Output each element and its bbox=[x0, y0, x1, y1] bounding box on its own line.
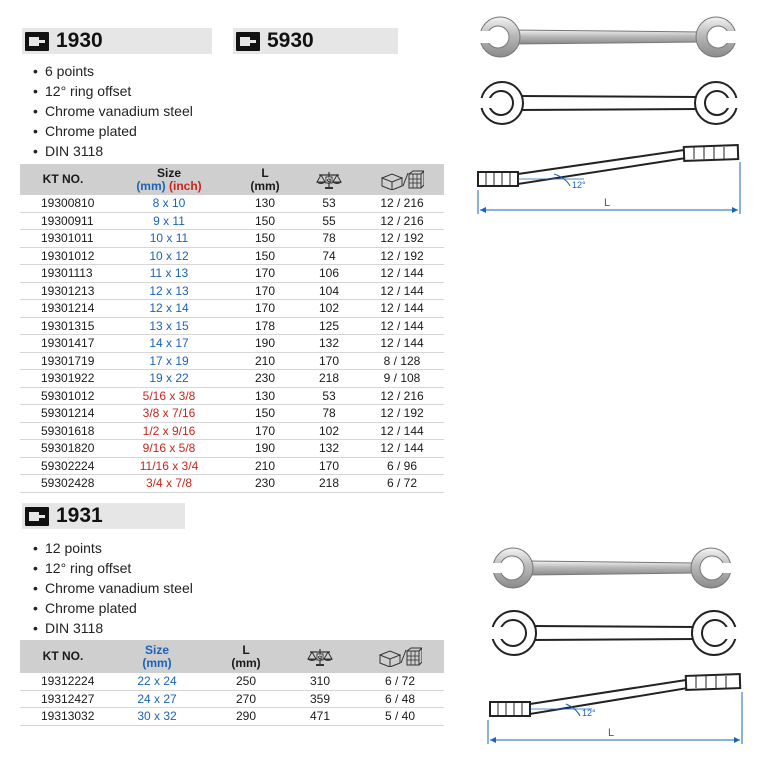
table-row bbox=[20, 230, 444, 248]
spec-table-1931 bbox=[20, 640, 444, 726]
feature-item: • 12° ring offset bbox=[33, 558, 193, 578]
length-label: L bbox=[604, 197, 611, 209]
weight-cell: 74 bbox=[298, 247, 360, 265]
table-row bbox=[20, 457, 444, 475]
weight-cell: 78 bbox=[298, 230, 360, 248]
length-cell: 170 bbox=[232, 300, 298, 318]
size-cell: 10 x 11 bbox=[106, 230, 232, 248]
length-cell: 170 bbox=[232, 265, 298, 283]
wrench-side-view-diagram bbox=[486, 670, 748, 746]
table-row bbox=[20, 300, 444, 318]
table-row bbox=[20, 352, 444, 370]
kt-no-cell: 19301213 bbox=[20, 282, 106, 300]
column-header-length bbox=[232, 164, 298, 195]
weight-cell: 170 bbox=[298, 457, 360, 475]
weight-cell: 132 bbox=[298, 440, 360, 458]
table-row bbox=[20, 422, 444, 440]
table-row bbox=[20, 212, 444, 230]
packaging-cell: 5 / 40 bbox=[356, 708, 444, 726]
feature-item: • 12° ring offset bbox=[33, 81, 193, 101]
feature-item: • Chrome vanadium steel bbox=[33, 101, 193, 121]
size-cell: 1/2 x 9/16 bbox=[106, 422, 232, 440]
angle-label: 12° bbox=[572, 180, 586, 190]
kt-no-cell: 19313032 bbox=[20, 708, 106, 726]
spec-table-body bbox=[20, 673, 444, 725]
weight-cell: 218 bbox=[298, 370, 360, 388]
size-cell: 12 x 14 bbox=[106, 300, 232, 318]
column-header-packaging bbox=[360, 164, 444, 195]
table-row bbox=[20, 690, 444, 708]
length-cell: 130 bbox=[232, 387, 298, 405]
spec-table-1930-5930 bbox=[20, 164, 444, 493]
packaging-cell: 12 / 216 bbox=[360, 387, 444, 405]
kt-no-cell: 19301719 bbox=[20, 352, 106, 370]
size-label: Size bbox=[144, 642, 169, 657]
packaging-cell: 8 / 128 bbox=[360, 352, 444, 370]
table-row bbox=[20, 247, 444, 265]
series-number: 1931 bbox=[56, 504, 103, 527]
feature-list bbox=[33, 61, 193, 161]
svg-text:g: g bbox=[317, 653, 323, 661]
box-packaging-icon bbox=[380, 170, 424, 190]
length-cell: 230 bbox=[232, 370, 298, 388]
size-mm-label: (mm) bbox=[142, 655, 172, 670]
column-header-size bbox=[106, 164, 232, 195]
length-cell: 190 bbox=[232, 440, 298, 458]
size-cell: 11/16 x 3/4 bbox=[106, 457, 232, 475]
column-header-packaging bbox=[356, 640, 444, 673]
table-row bbox=[20, 405, 444, 423]
packaging-cell: 12 / 216 bbox=[360, 212, 444, 230]
table-row bbox=[20, 335, 444, 353]
wrench-side-view-diagram bbox=[474, 142, 746, 216]
length-cell: 130 bbox=[232, 195, 298, 212]
table-row bbox=[20, 282, 444, 300]
size-cell: 24 x 27 bbox=[106, 690, 208, 708]
length-cell: 290 bbox=[208, 708, 284, 726]
feature-item: • Chrome vanadium steel bbox=[33, 578, 193, 598]
flare-nut-wrench-photo bbox=[487, 545, 737, 591]
column-header-kt-no: KT NO. bbox=[20, 164, 106, 195]
packaging-cell: 12 / 144 bbox=[360, 422, 444, 440]
table-row bbox=[20, 265, 444, 283]
column-header-weight bbox=[298, 164, 360, 195]
feature-item: • Chrome plated bbox=[33, 121, 193, 141]
kt-no-cell: 19301012 bbox=[20, 247, 106, 265]
weight-cell: 170 bbox=[298, 352, 360, 370]
packaging-cell: 6 / 96 bbox=[360, 457, 444, 475]
table-row bbox=[20, 475, 444, 493]
packaging-cell: 12 / 144 bbox=[360, 335, 444, 353]
size-cell: 11 x 13 bbox=[106, 265, 232, 283]
size-cell: 30 x 32 bbox=[106, 708, 208, 726]
size-cell: 5/16 x 3/8 bbox=[106, 387, 232, 405]
size-cell: 3/8 x 7/16 bbox=[106, 405, 232, 423]
length-cell: 270 bbox=[208, 690, 284, 708]
open-end-wrench-badge-icon bbox=[236, 32, 260, 51]
size-cell: 8 x 10 bbox=[106, 195, 232, 212]
kt-no-cell: 59301618 bbox=[20, 422, 106, 440]
kt-no-cell: 59302428 bbox=[20, 475, 106, 493]
weight-scale-icon bbox=[316, 170, 342, 190]
packaging-cell: 12 / 144 bbox=[360, 300, 444, 318]
weight-cell: 55 bbox=[298, 212, 360, 230]
weight-cell: 132 bbox=[298, 335, 360, 353]
packaging-cell: 12 / 216 bbox=[360, 195, 444, 212]
size-cell: 17 x 19 bbox=[106, 352, 232, 370]
series-header-1931 bbox=[22, 503, 185, 529]
packaging-cell: 12 / 192 bbox=[360, 247, 444, 265]
length-label: L bbox=[608, 727, 615, 739]
kt-no-cell: 19301113 bbox=[20, 265, 106, 283]
packaging-cell: 6 / 72 bbox=[356, 673, 444, 690]
kt-no-cell: 19301315 bbox=[20, 317, 106, 335]
length-cell: 150 bbox=[232, 247, 298, 265]
length-cell: 178 bbox=[232, 317, 298, 335]
packaging-cell: 12 / 192 bbox=[360, 405, 444, 423]
column-header-kt-no: KT NO. bbox=[20, 640, 106, 673]
table-row bbox=[20, 708, 444, 726]
size-cell: 10 x 12 bbox=[106, 247, 232, 265]
packaging-cell: 6 / 72 bbox=[360, 475, 444, 493]
length-unit: (mm) bbox=[231, 655, 261, 670]
size-cell: 12 x 13 bbox=[106, 282, 232, 300]
feature-item: • DIN 3118 bbox=[33, 618, 193, 638]
series-number: 1930 bbox=[56, 29, 103, 52]
column-header-length bbox=[208, 640, 284, 673]
weight-cell: 78 bbox=[298, 405, 360, 423]
length-label: L bbox=[261, 165, 269, 180]
series-number: 5930 bbox=[267, 29, 314, 52]
kt-no-cell: 19301214 bbox=[20, 300, 106, 318]
kt-no-cell: 19300810 bbox=[20, 195, 106, 212]
length-cell: 150 bbox=[232, 230, 298, 248]
weight-cell: 125 bbox=[298, 317, 360, 335]
packaging-cell: 12 / 144 bbox=[360, 282, 444, 300]
weight-cell: 104 bbox=[298, 282, 360, 300]
weight-cell: 218 bbox=[298, 475, 360, 493]
size-cell: 22 x 24 bbox=[106, 673, 208, 690]
length-cell: 250 bbox=[208, 673, 284, 690]
flare-nut-wrench-photo bbox=[472, 12, 742, 62]
weight-cell: 106 bbox=[298, 265, 360, 283]
size-cell: 3/4 x 7/8 bbox=[106, 475, 232, 493]
weight-scale-icon bbox=[307, 647, 333, 667]
length-cell: 230 bbox=[232, 475, 298, 493]
length-unit: (mm) bbox=[250, 178, 280, 193]
box-packaging-icon bbox=[378, 647, 422, 667]
packaging-cell: 12 / 144 bbox=[360, 317, 444, 335]
packaging-cell: 9 / 108 bbox=[360, 370, 444, 388]
angle-label: 12° bbox=[582, 708, 596, 718]
table-row bbox=[20, 387, 444, 405]
kt-no-cell: 19312427 bbox=[20, 690, 106, 708]
column-header-weight bbox=[284, 640, 356, 673]
kt-no-cell: 59301820 bbox=[20, 440, 106, 458]
size-inch-label: (inch) bbox=[169, 178, 202, 193]
length-cell: 170 bbox=[232, 282, 298, 300]
feature-item: • 6 points bbox=[33, 61, 193, 81]
kt-no-cell: 59301214 bbox=[20, 405, 106, 423]
feature-item: • 12 points bbox=[33, 538, 193, 558]
open-end-wrench-badge-icon bbox=[25, 32, 49, 51]
kt-no-cell: 19301922 bbox=[20, 370, 106, 388]
size-cell: 13 x 15 bbox=[106, 317, 232, 335]
size-cell: 9/16 x 5/8 bbox=[106, 440, 232, 458]
size-cell: 19 x 22 bbox=[106, 370, 232, 388]
packaging-cell: 12 / 192 bbox=[360, 230, 444, 248]
kt-no-cell: 19301011 bbox=[20, 230, 106, 248]
length-cell: 190 bbox=[232, 335, 298, 353]
length-label: L bbox=[242, 642, 250, 657]
series-header-1930 bbox=[22, 28, 212, 54]
kt-no-cell: 59301012 bbox=[20, 387, 106, 405]
table-row bbox=[20, 317, 444, 335]
feature-item: • DIN 3118 bbox=[33, 141, 193, 161]
table-row bbox=[20, 440, 444, 458]
column-header-size bbox=[106, 640, 208, 673]
weight-cell: 102 bbox=[298, 300, 360, 318]
weight-cell: 471 bbox=[284, 708, 356, 726]
kt-no-cell: 19301417 bbox=[20, 335, 106, 353]
length-cell: 210 bbox=[232, 457, 298, 475]
table-row bbox=[20, 673, 444, 690]
series-header-5930 bbox=[233, 28, 398, 54]
packaging-cell: 6 / 48 bbox=[356, 690, 444, 708]
weight-cell: 53 bbox=[298, 195, 360, 212]
length-cell: 210 bbox=[232, 352, 298, 370]
length-cell: 170 bbox=[232, 422, 298, 440]
packaging-cell: 12 / 144 bbox=[360, 265, 444, 283]
spec-table-body bbox=[20, 195, 444, 492]
svg-text:g: g bbox=[326, 176, 332, 184]
feature-list bbox=[33, 538, 193, 638]
table-row bbox=[20, 370, 444, 388]
length-cell: 150 bbox=[232, 405, 298, 423]
size-mm-label: (mm) bbox=[136, 178, 166, 193]
open-end-wrench-badge-icon bbox=[25, 507, 49, 526]
size-cell: 14 x 17 bbox=[106, 335, 232, 353]
packaging-cell: 12 / 144 bbox=[360, 440, 444, 458]
size-cell: 9 x 11 bbox=[106, 212, 232, 230]
flare-nut-wrench-outline bbox=[474, 80, 744, 126]
weight-cell: 53 bbox=[298, 387, 360, 405]
size-label: Size bbox=[156, 165, 181, 180]
length-cell: 150 bbox=[232, 212, 298, 230]
kt-no-cell: 19312224 bbox=[20, 673, 106, 690]
kt-no-cell: 19300911 bbox=[20, 212, 106, 230]
weight-cell: 359 bbox=[284, 690, 356, 708]
weight-cell: 102 bbox=[298, 422, 360, 440]
flare-nut-wrench-outline bbox=[486, 608, 742, 658]
table-row bbox=[20, 195, 444, 212]
kt-no-cell: 59302224 bbox=[20, 457, 106, 475]
weight-cell: 310 bbox=[284, 673, 356, 690]
feature-item: • Chrome plated bbox=[33, 598, 193, 618]
